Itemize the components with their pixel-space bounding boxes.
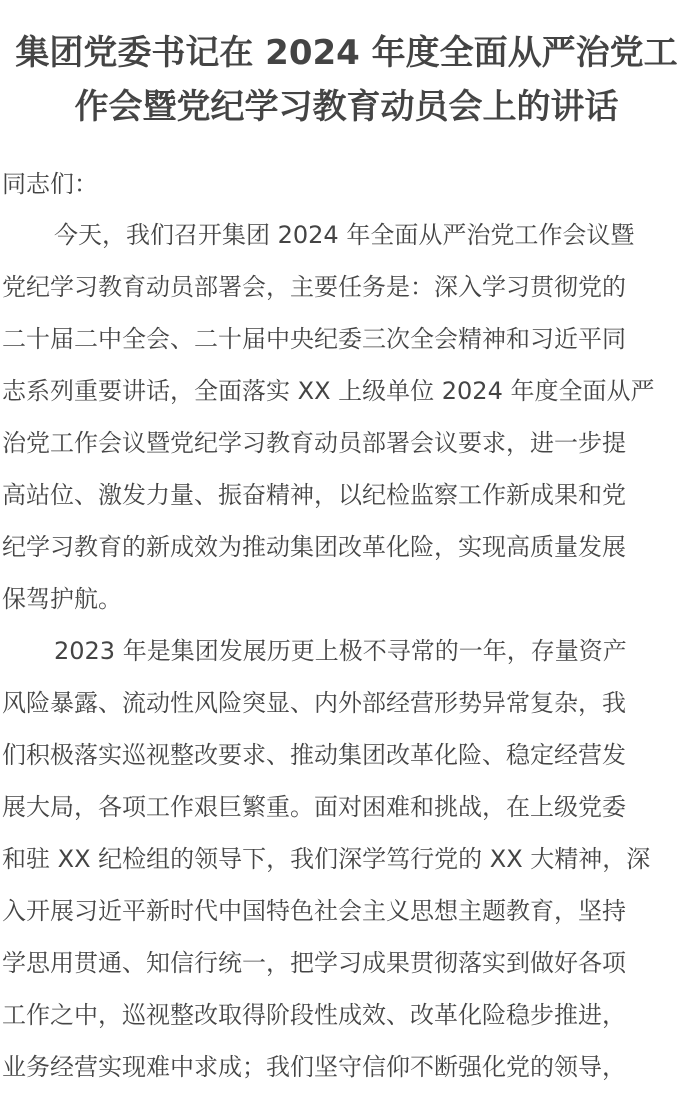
paragraph-line: 高站位、激发力量、振奋精神，以纪检监察工作新成果和党 xyxy=(2,481,626,509)
paragraph-line: 治党工作会议暨党纪学习教育动员部署会议要求，进一步提 xyxy=(2,429,626,457)
paragraph-1 xyxy=(2,212,693,628)
title-line-2: 作会暨党纪学习教育动员会上的讲话 xyxy=(74,87,619,127)
speech-body xyxy=(2,212,693,1096)
page-title xyxy=(0,0,693,134)
paragraph-line: 学思用贯通、知信行统一，把学习成果贯彻落实到做好各项 xyxy=(2,949,626,977)
paragraph-line: 展大局，各项工作艰巨繁重。面对困难和挑战，在上级党委 xyxy=(2,793,626,821)
paragraph-line: 入开展习近平新时代中国特色社会主义思想主题教育，坚持 xyxy=(2,897,626,925)
paragraph-line: 志系列重要讲话，全面落实 XX 上级单位 2024 年度全面从严 xyxy=(2,377,655,405)
paragraph-line: 纪学习教育的新成效为推动集团改革化险，实现高质量发展 xyxy=(2,533,626,561)
paragraph-line: 们积极落实巡视整改要求、推动集团改革化险、稳定经营发 xyxy=(2,741,626,769)
paragraph-line: 保驾护航。 xyxy=(2,585,122,613)
paragraph-2 xyxy=(2,628,693,1096)
paragraph-line: 党纪学习教育动员部署会，主要任务是：深入学习贯彻党的 xyxy=(2,273,626,301)
title-line-1: 集团党委书记在 2024 年度全面从严治党工 xyxy=(15,33,678,73)
paragraph-line: 工作之中，巡视整改取得阶段性成效、改革化险稳步推进， xyxy=(2,1001,626,1029)
paragraph-line: 二十届二中全会、二十届中央纪委三次全会精神和习近平同 xyxy=(2,325,626,353)
paragraph-line: 业务经营实现难中求成；我们坚守信仰不断强化党的领导， xyxy=(2,1053,626,1081)
paragraph-line: 今天，我们召开集团 2024 年全面从严治党工作会议暨 xyxy=(54,221,635,249)
paragraph-line: 和驻 XX 纪检组的领导下，我们深学笃行党的 XX 大精神，深 xyxy=(2,845,651,873)
salutation: 同志们： xyxy=(2,170,98,198)
paragraph-line: 风险暴露、流动性风险突显、内外部经营形势异常复杂，我 xyxy=(2,689,626,717)
paragraph-line: 2023 年是集团发展历更上极不寻常的一年，存量资产 xyxy=(54,637,627,665)
